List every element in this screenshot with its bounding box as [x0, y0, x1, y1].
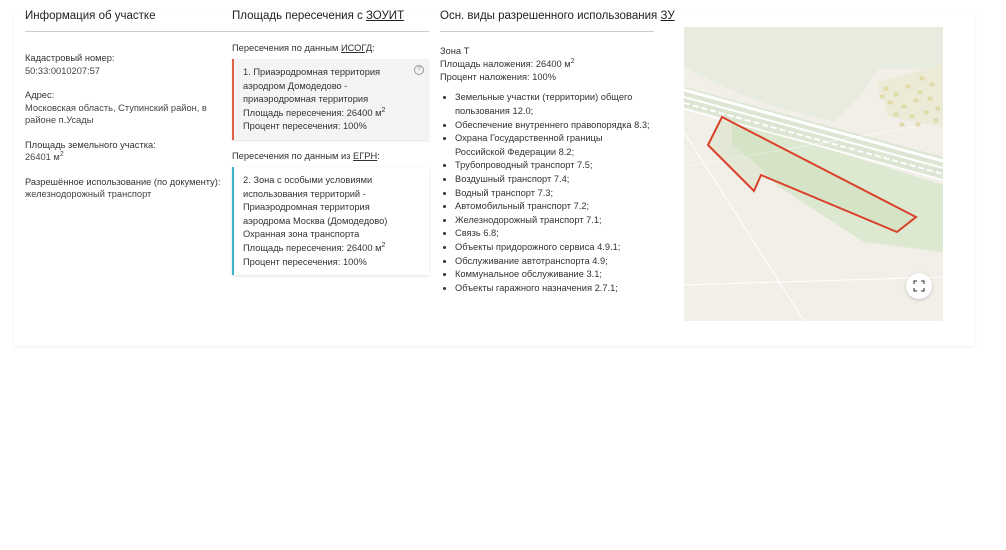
- zone-line: [440, 45, 654, 58]
- list-item: • Обслуживание автотранспорта 4.9;: [455, 255, 654, 269]
- building-shape: [936, 107, 940, 110]
- area-label: Площадь земельного участка:: [25, 139, 156, 150]
- area-value: [25, 151, 235, 164]
- cadastral-field: [25, 52, 235, 77]
- building-shape: [902, 105, 906, 108]
- intersection-column: [232, 10, 429, 275]
- parcel-map[interactable]: [684, 27, 943, 321]
- building-shape: [920, 77, 924, 80]
- building-shape: [910, 115, 914, 118]
- list-item: • Объекты гаражного назначения 2.7.1;: [455, 282, 654, 296]
- list-item: • Водный транспорт 7.3;: [455, 187, 654, 201]
- card-area: [243, 242, 415, 256]
- cadastral-value: 50:33:0010207:57: [25, 65, 100, 76]
- isogd-link[interactable]: ИСОГД: [340, 43, 373, 53]
- building-shape: [888, 101, 892, 104]
- list-item: • Объекты придорожного сервиса 4.9.1;: [455, 241, 654, 255]
- list-item: • Железнодорожный транспорт 7.1;: [455, 214, 654, 228]
- card-percent: Процент пересечения: 100%: [243, 121, 367, 132]
- zone-block: [440, 45, 654, 83]
- permitted-use-title: [440, 10, 675, 32]
- overlay-area: [440, 58, 654, 71]
- area-field: [25, 139, 235, 164]
- card-area: [243, 107, 415, 121]
- egrn-link[interactable]: ЕГРН: [353, 150, 378, 161]
- overlay-area-text: Площадь наложения: 26400 м: [440, 58, 571, 69]
- list-item: • Коммунальное обслуживание 3.1;: [455, 268, 654, 282]
- address-field: [25, 89, 235, 127]
- building-shape: [894, 93, 898, 96]
- card-percent: Процент пересечения: 100%: [243, 256, 367, 267]
- zu-link[interactable]: ЗУ: [660, 10, 675, 22]
- egrn-prefix: Пересечения по данным из: [232, 150, 351, 161]
- use-label: Разрешённое использование (по документу):: [25, 176, 221, 187]
- list-item: • Воздушный транспорт 7.4;: [455, 173, 654, 187]
- card-area-text: Площадь пересечения: 26400 м: [243, 107, 382, 118]
- isogd-suffix: :: [372, 43, 375, 53]
- permitted-use-title-text: Осн. виды разрешенного использования: [440, 10, 658, 22]
- address-label: Адрес:: [25, 90, 55, 100]
- use-value: железнодорожный транспорт: [25, 189, 152, 199]
- zone-prefix: Зона: [440, 46, 462, 56]
- cadastral-label: Кадастровый номер:: [25, 53, 115, 63]
- use-field: [25, 176, 235, 201]
- area-value-text: 26401 м: [25, 152, 60, 162]
- list-item: • Охрана Государственной границы Российской Федерации 8.2;: [455, 132, 654, 159]
- isogd-subtitle: [232, 43, 429, 53]
- egrn-suffix: :: [377, 150, 380, 161]
- overlay-percent: Процент наложения: 100%: [440, 71, 556, 82]
- zone-name: Т: [463, 46, 470, 56]
- building-shape: [916, 123, 920, 126]
- card-area-text: Площадь пересечения: 26400 м: [243, 242, 382, 253]
- building-shape: [884, 87, 888, 90]
- isogd-prefix: Пересечения по данным: [232, 43, 339, 53]
- permitted-use-list: [440, 91, 654, 295]
- building-shape: [924, 111, 928, 114]
- expand-icon: [913, 280, 925, 292]
- parcel-info-column: [25, 10, 235, 201]
- card-name: 2. Зона с особыми условиями использования территорий - Приаэродромная территория аэродрома Москва (Домодедово) Охранная зона транспорта: [243, 174, 388, 240]
- area-unit-sup: 2: [59, 150, 64, 158]
- overlay-area-sup: 2: [570, 57, 575, 65]
- building-shape: [928, 97, 932, 100]
- permitted-use-column: [440, 10, 675, 295]
- building-shape: [880, 95, 884, 98]
- egrn-subtitle: [232, 151, 429, 161]
- building-shape: [930, 83, 934, 86]
- intersection-title: [232, 10, 429, 32]
- building-shape: [914, 99, 918, 102]
- list-item: • Связь 6.8;: [455, 227, 654, 241]
- intersection-card-isogd[interactable]: [232, 59, 429, 140]
- fullscreen-button[interactable]: [906, 273, 932, 299]
- map-canvas: [684, 27, 943, 321]
- address-value: Московская область, Ступинский район, в районе п.Усады: [25, 102, 207, 125]
- building-shape: [918, 91, 922, 94]
- card-area-sup: 2: [381, 241, 386, 249]
- list-item: • Обеспечение внутреннего правопорядка 8.3;: [455, 119, 654, 133]
- building-shape: [934, 119, 938, 122]
- building-shape: [900, 123, 904, 126]
- list-item: • Трубопроводный транспорт 7.5;: [455, 159, 654, 173]
- building-shape: [906, 85, 910, 88]
- list-item: • Автомобильный транспорт 7.2;: [455, 200, 654, 214]
- card-area-sup: 2: [381, 106, 386, 114]
- intersection-title-text: Площадь пересечения с: [232, 10, 363, 22]
- intersection-card-egrn[interactable]: [232, 167, 429, 275]
- help-icon[interactable]: ?: [414, 65, 424, 75]
- building-shape: [894, 113, 898, 116]
- parcel-info-title: Информация об участке: [25, 10, 235, 32]
- card-name: 1. Приаэродромная территория аэродром Домодедово - приаэродромная территория: [243, 67, 381, 105]
- list-item: • Земельные участки (территории) общего пользования 12.0;: [455, 91, 654, 118]
- zouit-link[interactable]: ЗОУИТ: [365, 10, 405, 22]
